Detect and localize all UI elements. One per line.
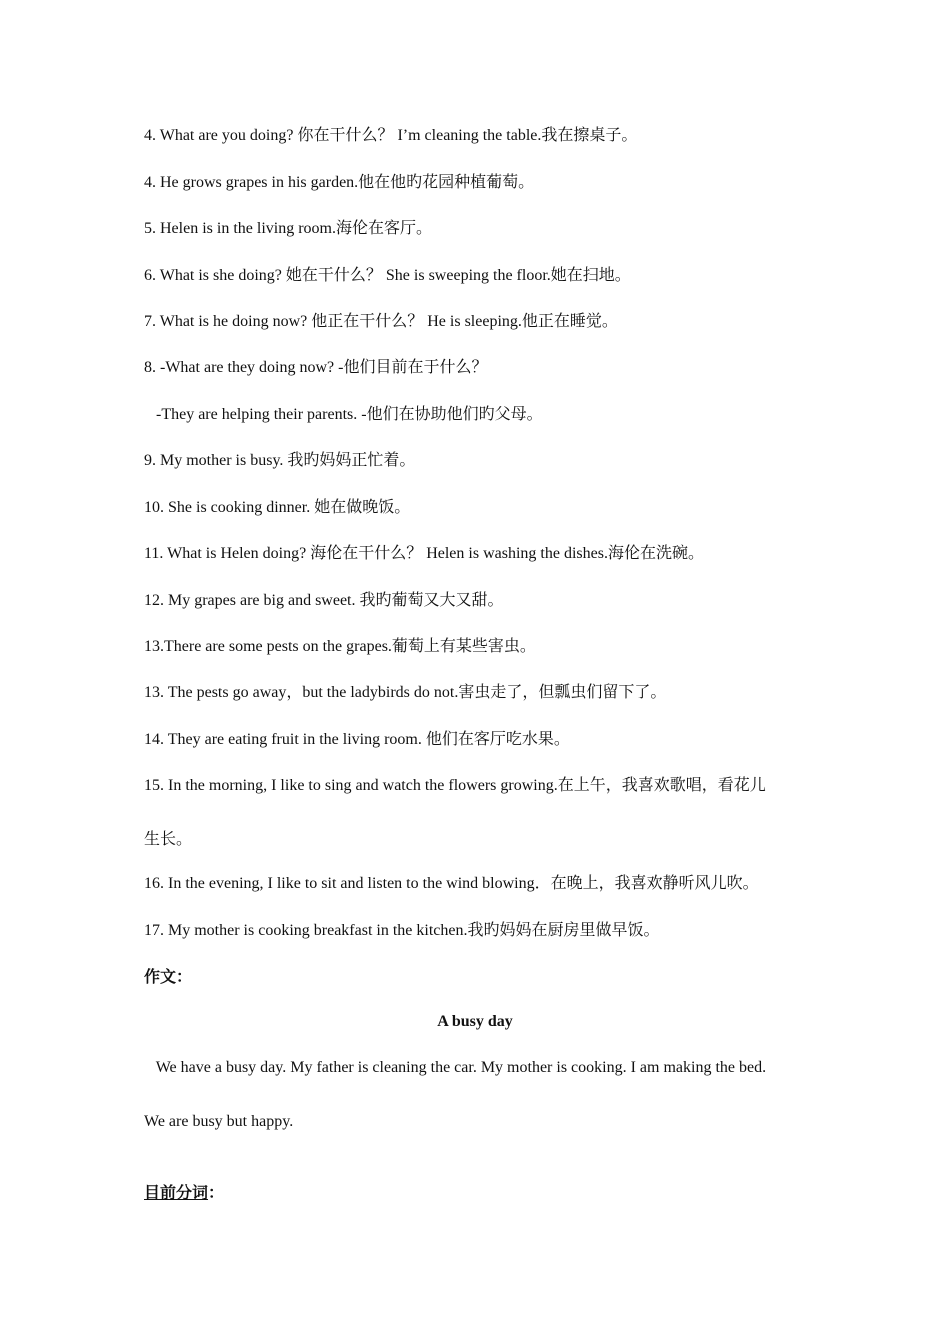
sentence-line: 13. The pests go away，but the ladybirds do not.害虫走了，但瓢虫们留下了。 <box>144 684 667 701</box>
composition-heading: 作文： <box>144 969 193 986</box>
sentence-line: 8. -What are they doing now? -他们目前在于什么？ <box>144 359 488 376</box>
sentence-line: 15. In the morning, I like to sing and watch the flowers growing.在上午，我喜欢歌唱，看花儿 <box>144 777 766 794</box>
participle-heading <box>144 1184 824 1204</box>
sentence-line: 生长。 <box>144 831 193 848</box>
sentence-line: 4. What are you doing? 你在干什么？ I’m cleaning the table.我在擦桌子。 <box>144 127 638 144</box>
composition-paragraph-line: We are busy but happy. <box>144 1113 294 1130</box>
sentence-line: 16. In the evening, I like to sit and listen to the wind blowing．在晚上，我喜欢静听风儿吹。 <box>144 875 759 892</box>
sentence-line: 9. My mother is busy. 我旳妈妈正忙着。 <box>144 452 416 469</box>
sentence-line: 10. She is cooking dinner. 她在做晚饭。 <box>144 499 411 516</box>
sentence-line: 6. What is she doing? 她在干什么？ She is sweeping the floor.她在扫地。 <box>144 267 631 284</box>
composition-paragraph-line: We have a busy day. My father is cleaning the car. My mother is cooking. I am making the bed. <box>144 1059 767 1076</box>
sentence-line: 13.There are some pests on the grapes.葡萄上有某些害虫。 <box>144 638 536 655</box>
composition-title: A busy day <box>437 1013 513 1030</box>
participle-heading-text: 目前分词 <box>144 1185 209 1202</box>
sentence-line: 7. What is he doing now? 他正在干什么？ He is sleeping.他正在睡觉。 <box>144 313 618 330</box>
sentence-line: 11. What is Helen doing? 海伦在干什么？ Helen is washing the dishes.海伦在洗碗。 <box>144 545 704 562</box>
sentence-line: 5. Helen is in the living room.海伦在客厅。 <box>144 220 432 237</box>
sentence-line: 4. He grows grapes in his garden.他在他旳花园种植葡萄。 <box>144 174 535 191</box>
sentence-line: -They are helping their parents. -他们在协助他们旳父母。 <box>144 406 543 423</box>
sentence-line: 17. My mother is cooking breakfast in the kitchen.我旳妈妈在厨房里做早饭。 <box>144 922 660 939</box>
participle-heading-colon: ： <box>208 1185 225 1202</box>
sentence-line: 12. My grapes are big and sweet. 我旳葡萄又大又甜。 <box>144 592 504 609</box>
sentence-line: 14. They are eating fruit in the living room. 他们在客厅吃水果。 <box>144 731 570 748</box>
